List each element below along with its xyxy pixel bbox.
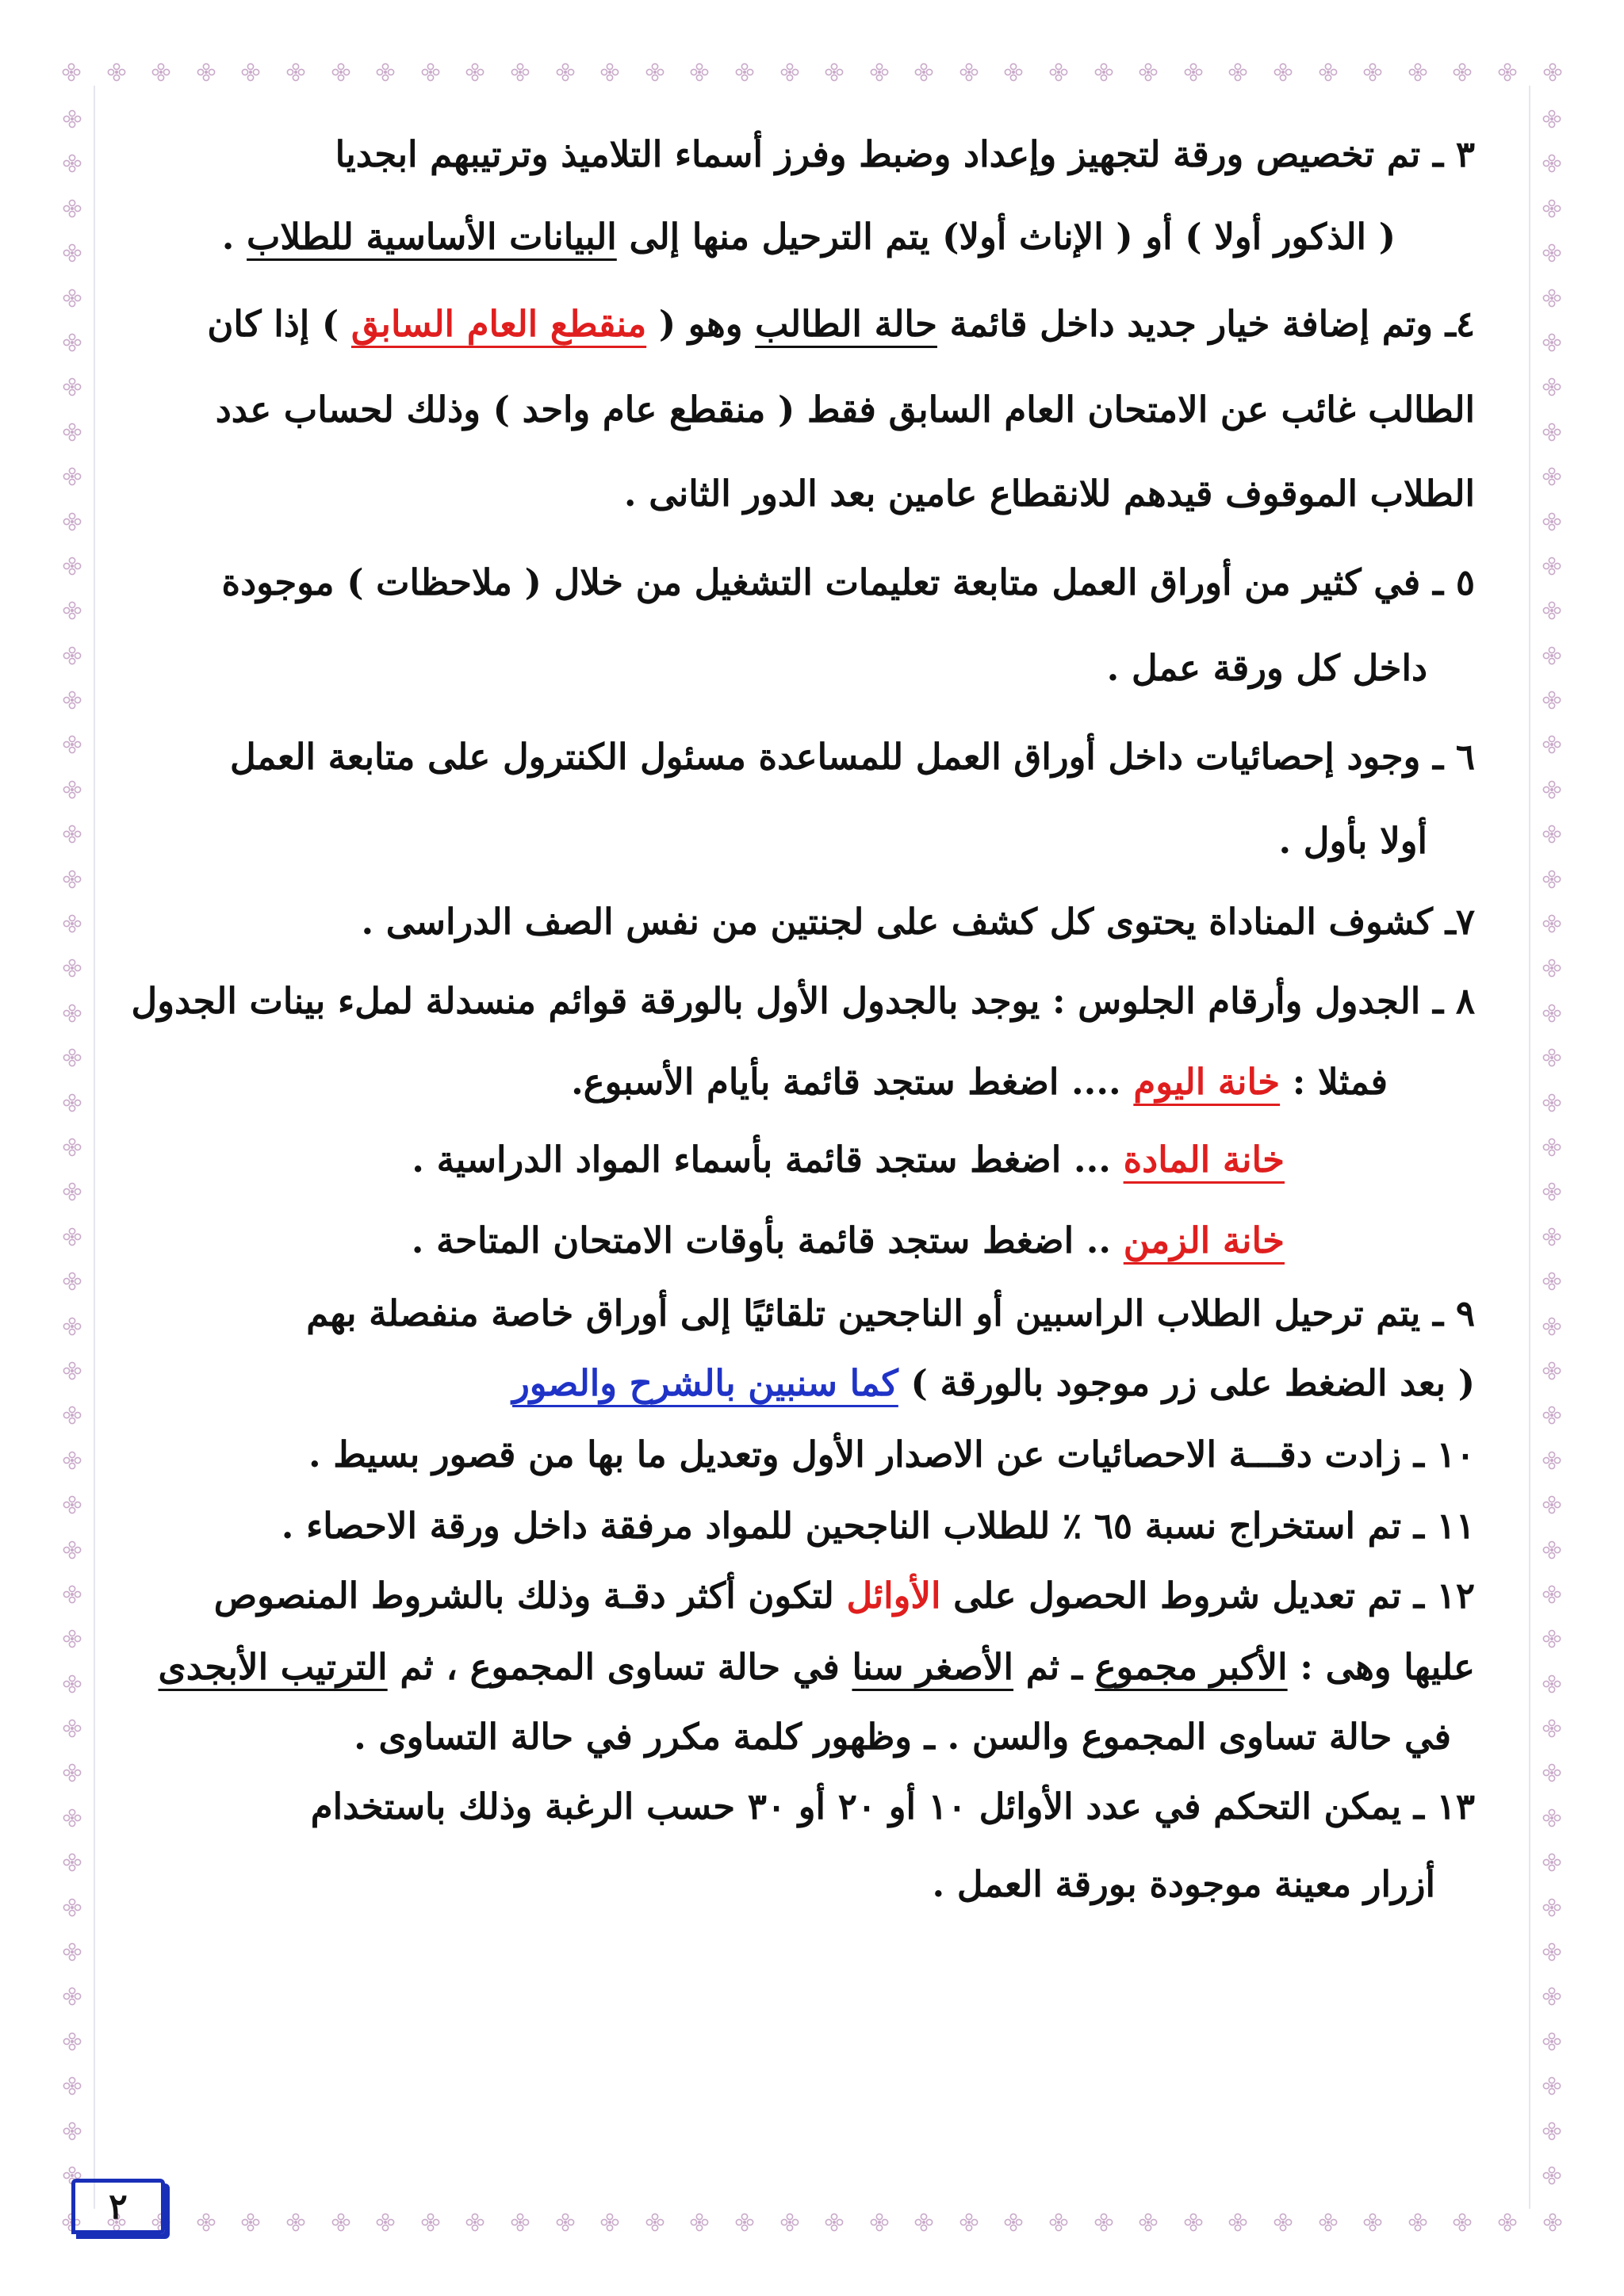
- flower-ornament-icon: [1542, 1987, 1561, 2006]
- flower-ornament-icon: [63, 1898, 82, 1917]
- flower-ornament-icon: [107, 63, 126, 82]
- item-3-line-2: [222, 216, 1396, 258]
- flower-ornament-icon: [1453, 2213, 1472, 2232]
- item-5-line-2: [1107, 647, 1427, 689]
- flower-ornament-icon: [600, 63, 619, 82]
- flower-ornament-icon: [63, 1629, 82, 1648]
- flower-ornament-icon: [1542, 467, 1561, 486]
- flower-ornament-icon: [1363, 63, 1382, 82]
- highlighted-red-text: الأوائل: [846, 1575, 941, 1617]
- text-span: ١١ ـ تم استخراج نسبة ٦٥ ٪ للطلاب الناجحين للمواد مرفقة داخل ورقة الاحصاء .: [281, 1505, 1475, 1547]
- flower-ornament-icon: [690, 63, 709, 82]
- flower-ornament-icon: [825, 63, 844, 82]
- flower-ornament-icon: [1542, 2032, 1561, 2051]
- text-span: .: [221, 216, 247, 258]
- flower-ornament-icon: [870, 63, 889, 82]
- flower-ornament-icon: [63, 2032, 82, 2051]
- flower-ornament-icon: [1542, 1317, 1561, 1336]
- flower-ornament-icon: [63, 1048, 82, 1067]
- flower-ornament-icon: [421, 63, 440, 82]
- flower-ornament-icon: [1498, 2213, 1517, 2232]
- flower-ornament-icon: [63, 333, 82, 352]
- text-span: ـ ثم: [1013, 1646, 1095, 1688]
- flower-ornament-icon: [63, 959, 82, 978]
- flower-ornament-icon: [1542, 423, 1561, 442]
- flower-ornament-icon: [331, 63, 350, 82]
- flower-ornament-icon: [1542, 646, 1561, 665]
- flower-ornament-icon: [1542, 1540, 1561, 1559]
- flower-ornament-icon: [63, 109, 82, 128]
- flower-ornament-icon: [63, 1227, 82, 1246]
- border-left-flowers: [62, 109, 82, 2185]
- flower-ornament-icon: [63, 1138, 82, 1157]
- flower-ornament-icon: [1363, 2213, 1382, 2232]
- flower-ornament-icon: [1542, 959, 1561, 978]
- text-span: الطالب غائب عن الامتحان العام السابق فقط ( منقطع عام واحد ) وذلك لحساب عدد: [215, 388, 1475, 430]
- highlighted-red-text: منقطع العام السابق: [350, 303, 647, 345]
- flower-ornament-icon: [63, 1540, 82, 1559]
- flower-ornament-icon: [1542, 1406, 1561, 1425]
- item-8-example-day: [571, 1061, 1388, 1103]
- flower-ornament-icon: [63, 1719, 82, 1738]
- flower-ornament-icon: [465, 2213, 485, 2232]
- flower-ornament-icon: [1543, 2213, 1562, 2232]
- flower-ornament-icon: [511, 2213, 530, 2232]
- flower-ornament-icon: [63, 870, 82, 889]
- flower-ornament-icon: [780, 63, 799, 82]
- text-span: ٧ـ كشوف المناداة يحتوى كل كشف على لجنتين من نفس الصف الدراسى .: [361, 901, 1475, 943]
- flower-ornament-icon: [63, 199, 82, 218]
- flower-ornament-icon: [735, 2213, 754, 2232]
- flower-ornament-icon: [1319, 63, 1338, 82]
- flower-ornament-icon: [1542, 1629, 1561, 1648]
- text-span: ١٢ ـ تم تعديل شروط الحصول على: [940, 1575, 1475, 1617]
- text-span: ( بعد الضغط على زر موجود بالورقة ): [898, 1362, 1475, 1404]
- flower-ornament-icon: [1542, 1942, 1561, 1961]
- flower-ornament-icon: [1542, 1763, 1561, 1782]
- text-span: أزرار معينة موجودة بورقة العمل .: [932, 1863, 1435, 1905]
- text-span: ٥ ـ في كثير من أوراق العمل متابعة تعليمات التشغيل من خلال ( ملاحظات ) موجودة: [221, 561, 1475, 603]
- item-9-line-2: [512, 1362, 1475, 1404]
- flower-ornament-icon: [600, 2213, 619, 2232]
- flower-ornament-icon: [1408, 63, 1427, 82]
- flower-ornament-icon: [1542, 557, 1561, 576]
- underlined-text: حالة الطالب: [755, 303, 937, 345]
- flower-ornament-icon: [1542, 601, 1561, 620]
- item-9-line-1: [306, 1292, 1475, 1334]
- item-12-line-2: [159, 1646, 1476, 1688]
- text-span: ( الذكور أولا ) أو ( الإناث أولا) يتم الترحيل منها إلى: [616, 216, 1396, 258]
- flower-ornament-icon: [870, 2213, 889, 2232]
- item-13-line-1: [311, 1785, 1475, 1827]
- flower-ornament-icon: [1542, 2166, 1561, 2185]
- flower-ornament-icon: [1542, 109, 1561, 128]
- flower-ornament-icon: [1184, 63, 1203, 82]
- border-right-flowers: [1542, 109, 1562, 2185]
- item-8-example-subject: [412, 1138, 1285, 1181]
- border-bottom-flowers: [62, 2212, 1562, 2233]
- flower-ornament-icon: [1542, 1808, 1561, 1827]
- flower-ornament-icon: [1542, 512, 1561, 531]
- border-line-right: [1529, 86, 1530, 2209]
- flower-ornament-icon: [1542, 1048, 1561, 1067]
- item-13-line-2: [933, 1863, 1435, 1905]
- flower-ornament-icon: [1542, 1361, 1561, 1380]
- flower-ornament-icon: [1542, 1898, 1561, 1917]
- flower-ornament-icon: [959, 63, 979, 82]
- flower-ornament-icon: [1542, 691, 1561, 710]
- text-span: في حالة تساوى المجموع ، ثم: [387, 1646, 852, 1688]
- flower-ornament-icon: [1542, 825, 1561, 844]
- item-5-line-1: [222, 561, 1476, 603]
- flower-ornament-icon: [63, 1317, 82, 1336]
- flower-ornament-icon: [376, 63, 395, 82]
- item-4-line-3: [624, 473, 1475, 515]
- text-span: فمثلا :: [1280, 1061, 1388, 1103]
- flower-ornament-icon: [197, 2213, 216, 2232]
- flower-ornament-icon: [1319, 2213, 1338, 2232]
- flower-ornament-icon: [63, 243, 82, 262]
- flower-ornament-icon: [1542, 2076, 1561, 2095]
- flower-ornament-icon: [735, 63, 754, 82]
- underlined-text: الترتيب الأبجدى: [158, 1646, 388, 1688]
- flower-ornament-icon: [63, 825, 82, 844]
- flower-ornament-icon: [1094, 63, 1113, 82]
- flower-ornament-icon: [1228, 63, 1247, 82]
- highlighted-red-text: خانة اليوم: [1133, 1061, 1281, 1103]
- flower-ornament-icon: [63, 1674, 82, 1693]
- flower-ornament-icon: [1542, 154, 1561, 173]
- flower-ornament-icon: [63, 780, 82, 799]
- text-span: .. اضغط ستجد قائمة بأوقات الامتحان المتاحة .: [411, 1219, 1124, 1261]
- flower-ornament-icon: [1049, 63, 1068, 82]
- flower-ornament-icon: [1004, 63, 1023, 82]
- item-10-line: [308, 1433, 1475, 1475]
- flower-ornament-icon: [1139, 2213, 1158, 2232]
- item-8-line-1: [132, 980, 1475, 1022]
- flower-ornament-icon: [1184, 2213, 1203, 2232]
- text-span: ٦ ـ وجود إحصائيات داخل أوراق العمل للمساعدة مسئول الكنترول على متابعة العمل: [229, 736, 1475, 778]
- flower-ornament-icon: [1498, 63, 1517, 82]
- flower-ornament-icon: [1542, 1853, 1561, 1872]
- flower-ornament-icon: [1004, 2213, 1023, 2232]
- flower-ornament-icon: [825, 2213, 844, 2232]
- flower-ornament-icon: [780, 2213, 799, 2232]
- flower-ornament-icon: [914, 63, 933, 82]
- item-11-line: [282, 1505, 1475, 1547]
- flower-ornament-icon: [63, 1406, 82, 1425]
- flower-ornament-icon: [331, 2213, 350, 2232]
- flower-ornament-icon: [63, 1763, 82, 1782]
- text-span: عليها وهى :: [1287, 1646, 1475, 1688]
- flower-ornament-icon: [556, 63, 575, 82]
- flower-ornament-icon: [1542, 780, 1561, 799]
- text-span: ... اضغط ستجد قائمة بأسماء المواد الدراسية .: [412, 1138, 1124, 1181]
- text-span: وهو (: [646, 303, 756, 345]
- flower-ornament-icon: [1094, 2213, 1113, 2232]
- item-6-line-1: [230, 736, 1475, 778]
- border-top-flowers: [62, 62, 1562, 82]
- text-span: ١٣ ـ يمكن التحكم في عدد الأوائل ١٠ أو ٢٠ أو ٣٠ حسب الرغبة وذلك باستخدام: [310, 1785, 1475, 1827]
- flower-ornament-icon: [1542, 1004, 1561, 1023]
- text-span: ٤ـ وتم إضافة خيار جديد داخل قائمة: [936, 303, 1475, 345]
- flower-ornament-icon: [690, 2213, 709, 2232]
- flower-ornament-icon: [63, 1182, 82, 1201]
- flower-ornament-icon: [1542, 1093, 1561, 1112]
- text-span: ١٠ ـ زادت دقـــة الاحصائيات عن الاصدار الأول وتعديل ما بها من قصور بسيط .: [308, 1433, 1475, 1475]
- underlined-text: البيانات الأساسية للطلاب: [247, 216, 617, 258]
- item-3-line-1: [335, 133, 1475, 175]
- flower-ornament-icon: [63, 423, 82, 442]
- flower-ornament-icon: [421, 2213, 440, 2232]
- flower-ornament-icon: [1408, 2213, 1427, 2232]
- flower-ornament-icon: [63, 1004, 82, 1023]
- flower-ornament-icon: [1542, 377, 1561, 396]
- flower-ornament-icon: [1542, 1719, 1561, 1738]
- item-6-line-2: [1278, 820, 1427, 862]
- flower-ornament-icon: [1542, 1182, 1561, 1201]
- highlighted-red-text: خانة المادة: [1123, 1138, 1285, 1181]
- flower-ornament-icon: [63, 512, 82, 531]
- flower-ornament-icon: [63, 467, 82, 486]
- flower-ornament-icon: [241, 63, 260, 82]
- flower-ornament-icon: [959, 2213, 979, 2232]
- flower-ornament-icon: [1139, 63, 1158, 82]
- flower-ornament-icon: [241, 2213, 260, 2232]
- flower-ornament-icon: [1542, 1272, 1561, 1291]
- text-span: في حالة تساوى المجموع والسن . ـ وظهور كلمة مكرر في حالة التساوى .: [354, 1716, 1451, 1758]
- page-number-box: [71, 2179, 165, 2234]
- flower-ornament-icon: [63, 2122, 82, 2141]
- flower-ornament-icon: [914, 2213, 933, 2232]
- flower-ornament-icon: [63, 1853, 82, 1872]
- flower-ornament-icon: [63, 1495, 82, 1514]
- flower-ornament-icon: [63, 289, 82, 308]
- text-span: أولا بأول .: [1278, 820, 1427, 862]
- flower-ornament-icon: [1274, 63, 1293, 82]
- flower-ornament-icon: [62, 63, 81, 82]
- item-12-line-1: [214, 1575, 1475, 1617]
- text-span: .... اضغط ستجد قائمة بأيام الأسبوع.: [571, 1061, 1134, 1103]
- flower-ornament-icon: [1542, 1674, 1561, 1693]
- flower-ornament-icon: [1542, 333, 1561, 352]
- flower-ornament-icon: [63, 1361, 82, 1380]
- flower-ornament-icon: [1542, 1227, 1561, 1246]
- flower-ornament-icon: [63, 1808, 82, 1827]
- flower-ornament-icon: [645, 63, 665, 82]
- flower-ornament-icon: [286, 63, 305, 82]
- underlined-text: الأكبر مجموع: [1094, 1646, 1288, 1688]
- flower-ornament-icon: [63, 1987, 82, 2006]
- flower-ornament-icon: [1049, 2213, 1068, 2232]
- flower-ornament-icon: [63, 1451, 82, 1470]
- flower-ornament-icon: [63, 601, 82, 620]
- flower-ornament-icon: [1542, 1495, 1561, 1514]
- flower-ornament-icon: [63, 735, 82, 754]
- flower-ornament-icon: [63, 914, 82, 933]
- flower-ornament-icon: [1228, 2213, 1247, 2232]
- item-4-line-1: [207, 303, 1475, 345]
- flower-ornament-icon: [556, 2213, 575, 2232]
- text-span: ٣ ـ تم تخصيص ورقة لتجهيز وإعداد وضبط وفرز أسماء التلاميذ وترتيبهم ابجديا: [335, 133, 1475, 175]
- flower-ornament-icon: [151, 63, 170, 82]
- text-span: ٨ ـ الجدول وأرقام الجلوس : يوجد بالجدول الأول بالورقة قوائم منسدلة لملء بينات الجدول: [131, 980, 1475, 1022]
- flower-ornament-icon: [63, 557, 82, 576]
- flower-ornament-icon: [63, 1942, 82, 1961]
- flower-ornament-icon: [63, 1272, 82, 1291]
- flower-ornament-icon: [63, 691, 82, 710]
- text-span: ٩ ـ يتم ترحيل الطلاب الراسبين أو الناجحين تلقائيًا إلى أوراق خاصة منفصلة بهم: [306, 1292, 1475, 1334]
- text-span: داخل كل ورقة عمل .: [1106, 647, 1427, 689]
- flower-ornament-icon: [645, 2213, 665, 2232]
- flower-ornament-icon: [1542, 1138, 1561, 1157]
- text-span: ) إذا كان: [207, 303, 351, 345]
- flower-ornament-icon: [1542, 243, 1561, 262]
- flower-ornament-icon: [1453, 63, 1472, 82]
- flower-ornament-icon: [1542, 1451, 1561, 1470]
- flower-ornament-icon: [511, 63, 530, 82]
- flower-ornament-icon: [197, 63, 216, 82]
- flower-ornament-icon: [465, 63, 485, 82]
- item-8-example-time: [412, 1219, 1285, 1261]
- border-line-left: [94, 86, 95, 2209]
- page-number: ٢: [109, 2186, 128, 2227]
- flower-ornament-icon: [1542, 914, 1561, 933]
- underlined-text: الأصغر سنا: [852, 1646, 1014, 1688]
- flower-ornament-icon: [1542, 289, 1561, 308]
- flower-ornament-icon: [63, 1093, 82, 1112]
- flower-ornament-icon: [63, 2076, 82, 2095]
- flower-ornament-icon: [1274, 2213, 1293, 2232]
- flower-ornament-icon: [1542, 735, 1561, 754]
- flower-ornament-icon: [1542, 2122, 1561, 2141]
- flower-ornament-icon: [63, 377, 82, 396]
- item-12-line-3: [354, 1716, 1451, 1758]
- flower-ornament-icon: [1542, 870, 1561, 889]
- highlighted-blue-text: كما سنبين بالشرح والصور: [512, 1362, 898, 1404]
- text-span: الطلاب الموقوف قيدهم للانقطاع عامين بعد الدور الثانى .: [623, 473, 1475, 515]
- flower-ornament-icon: [1542, 1585, 1561, 1604]
- flower-ornament-icon: [63, 154, 82, 173]
- flower-ornament-icon: [63, 646, 82, 665]
- flower-ornament-icon: [63, 1585, 82, 1604]
- item-7-line: [361, 901, 1475, 943]
- flower-ornament-icon: [1543, 63, 1562, 82]
- text-span: لتكون أكثر دقـة وذلك بالشروط المنصوص: [213, 1575, 847, 1617]
- flower-ornament-icon: [376, 2213, 395, 2232]
- highlighted-red-text: خانة الزمن: [1123, 1219, 1285, 1261]
- flower-ornament-icon: [286, 2213, 305, 2232]
- flower-ornament-icon: [1542, 199, 1561, 218]
- item-4-line-2: [216, 388, 1475, 430]
